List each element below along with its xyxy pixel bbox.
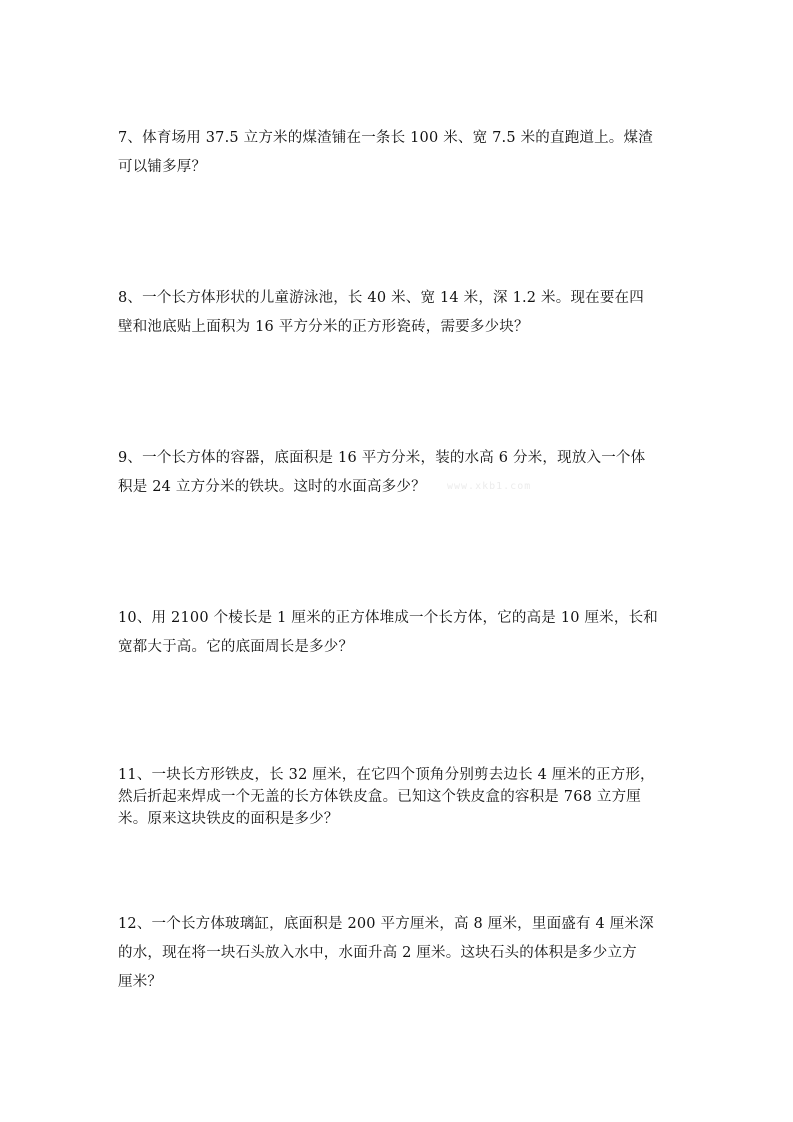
problem-7-line-1: 7、体育场用 37.5 立方米的煤渣铺在一条长 100 米、宽 7.5 米的直跑道上。煤渣 bbox=[118, 130, 653, 146]
watermark: www.xkb1.com bbox=[447, 481, 532, 492]
problem-7-line-2: 可以铺多厚？ bbox=[118, 159, 207, 175]
problem-10-line-2: 宽都大于高。它的底面周长是多少？ bbox=[118, 639, 354, 655]
problem-8-line-2: 壁和池底贴上面积为 16 平方分米的正方形瓷砖，需要多少块？ bbox=[118, 319, 529, 335]
problem-9-line-1: 9、一个长方体的容器，底面积是 16 平方分米，装的水高 6 分米，现放入一个体 bbox=[118, 450, 646, 466]
problem-12-line-3: 厘米？ bbox=[118, 974, 163, 990]
problem-8-line-1: 8、一个长方体形状的儿童游泳池，长 40 米、宽 14 米，深 1.2 米。现在要在四 bbox=[118, 290, 644, 306]
problem-11-line-2: 然后折起来焊成一个无盖的长方体铁皮盒。已知这个铁皮盒的容积是 768 立方厘 bbox=[118, 789, 641, 805]
problem-12-line-1: 12、一个长方体玻璃缸，底面积是 200 平方厘米，高 8 厘米，里面盛有 4 厘米深 bbox=[118, 916, 654, 932]
problem-12-line-2: 的水，现在将一块石头放入水中，水面升高 2 厘米。这块石头的体积是多少立方 bbox=[118, 945, 637, 961]
problem-7 bbox=[118, 124, 678, 182]
problem-9-line-2: 积是 24 立方分米的铁块。这时的水面高多少？ bbox=[118, 479, 426, 495]
problem-8 bbox=[118, 284, 678, 342]
problem-10 bbox=[118, 604, 678, 662]
problem-11-line-1: 11、一块长方形铁皮，长 32 厘米，在它四个顶角分别剪去边长 4 厘米的正方形， bbox=[118, 767, 655, 783]
problem-11-line-3: 米。原来这块铁皮的面积是多少？ bbox=[118, 811, 339, 827]
problem-11 bbox=[118, 764, 678, 830]
problem-12 bbox=[118, 910, 678, 997]
problem-9 bbox=[118, 444, 678, 502]
problem-10-line-1: 10、用 2100 个棱长是 1 厘米的正方体堆成一个长方体，它的高是 10 厘米，长和 bbox=[118, 610, 658, 626]
